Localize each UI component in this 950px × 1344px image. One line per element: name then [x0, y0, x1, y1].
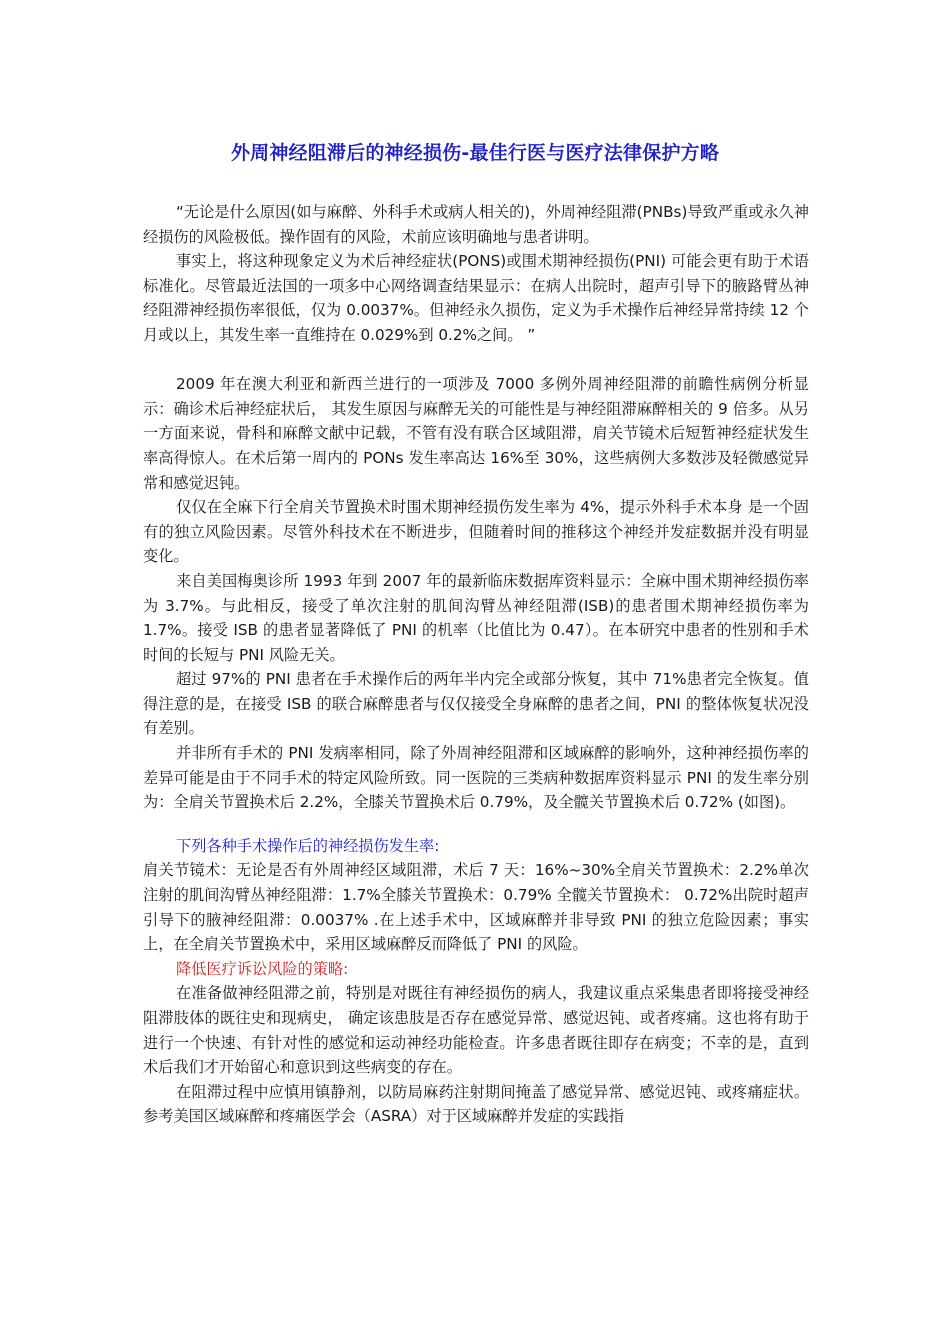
- section-heading-strategy: 降低医疗诉讼风险的策略:: [176, 959, 349, 978]
- paragraph-2009-study: 2009 年在澳大利亚和新西兰进行的一项涉及 7000 多例外周神经阻滞的前瞻性病例分析显示：确诊术后神经症状后， 其发生原因与麻醉无关的可能性是与神经阻滞麻醉相关的 9 倍多。从另一方面来说，骨科和麻醉文献中记载，不管有没有联合区域阻滞，肩关节镜术后短暂神经症状发生率高得惊人。在术后第一周内的 PONs 发生率高达 16%至 30%，这些病例大多数涉及轻微感觉异常和感觉迟钝。: [143, 375, 809, 492]
- section-spacer: [143, 815, 809, 834]
- paragraph-quote-2: 事实上，将这种现象定义为术后神经症状(PONS)或围术期神经损伤(PNI) 可能会更有助于术语标准化。尽管最近法国的一项多中心网络调查结果显示：在病人出院时，超声引导下的腋路臂丛神经阻滞神经损伤率很低，仅为 0.0037%。但神经永久损伤，定义为手术操作后神经异常持续 12 个月或以上，其发生率一直维持在 0.029%到 0.2%之间。 ”: [143, 252, 809, 344]
- document-body: [143, 200, 809, 1129]
- paragraph-recovery: 超过 97%的 PNI 患者在手术操作后的两年半内完全或部分恢复，其中 71%患者完全恢复。值得注意的是，在接受 ISB 的联合麻醉患者与仅仅接受全身麻醉的患者之间，PNI 的整体恢复状况没有差别。: [143, 670, 809, 738]
- section-heading-incidence: 下列各种手术操作后的神经损伤发生率:: [176, 836, 440, 855]
- document-title: 外周神经阻滞后的神经损伤-最佳行医与医疗法律保护方略: [230, 142, 720, 164]
- paragraph-spacer: [143, 348, 809, 373]
- paragraph-quote-1: “无论是什么原因(如与麻醉、外科手术或病人相关的)，外周神经阻滞(PNBs)导致严重或永久神经损伤的风险极低。操作固有的风险，术前应该明确地与患者讲明。: [143, 203, 809, 246]
- incidence-list-text: 肩关节镜术：无论是否有外周神经区域阻滞，术后 7 天：16%~30%全肩关节置换术：2.2%单次注射的肌间沟臂丛神经阻滞：1.7%全膝关节置换术：0.79% 全髋关节置换术： 0.72%出院时超声引导下的腋神经阻滞：0.0037% .在上述手术中，区域麻醉并非导致 PNI 的独立危险因素；事实上，在全肩关节置换术中，采用区域麻醉反而降低了 PNI 的风险。: [143, 861, 809, 954]
- paragraph-strategy-sedation: 在阻滞过程中应慎用镇静剂，以防局麻药注射期间掩盖了感觉异常、感觉迟钝、或疼痛症状。参考美国区域麻醉和疼痛医学会（ASRA）对于区域麻醉并发症的实践指: [143, 1082, 809, 1126]
- paragraph-shoulder-replacement: 仅仅在全麻下行全肩关节置换术时围术期神经损伤发生率为 4%，提示外科手术本身 是一个固有的独立风险因素。尽管外科技术在不断进步，但随着时间的推移这个神经并发症数据并没有明显变化。: [143, 498, 809, 566]
- paragraph-strategy-history: 在准备做神经阻滞之前，特别是对既往有神经损伤的病人，我建议重点采集患者即将接受神经阻滞肢体的既往史和现病史， 确定该患肢是否存在感觉异常、感觉迟钝、或者疼痛。这也将有助于进行一个快速、有针对性的感觉和运动神经功能检查。许多患者既往即存在病变；不幸的是，直到术后我们才开始留心和意识到这些病变的存在。: [143, 984, 809, 1077]
- paragraph-mayo-clinic: 来自美国梅奥诊所 1993 年到 2007 年的最新临床数据库资料显示：全麻中围术期神经损伤率为 3.7%。与此相反，接受了单次注射的肌间沟臂丛神经阻滞(ISB)的患者围术期神经损伤率为 1.7%。接受 ISB 的患者显著降低了 PNI 的机率（比值比为 0.47）。在本研究中患者的性别和手术时间的长短与 PNI 风险无关。: [143, 571, 809, 664]
- paragraph-incidence-by-surgery: 并非所有手术的 PNI 发病率相同，除了外周神经阻滞和区域麻醉的影响外，这种神经损伤率的差异可能是由于不同手术的特定风险所致。同一医院的三类病种数据库资料显示 PNI 的发生率分别为：全肩关节置换术后 2.2%，全膝关节置换术后 0.79%，及全髋关节置换术后 0.72% (如图)。: [143, 744, 809, 812]
